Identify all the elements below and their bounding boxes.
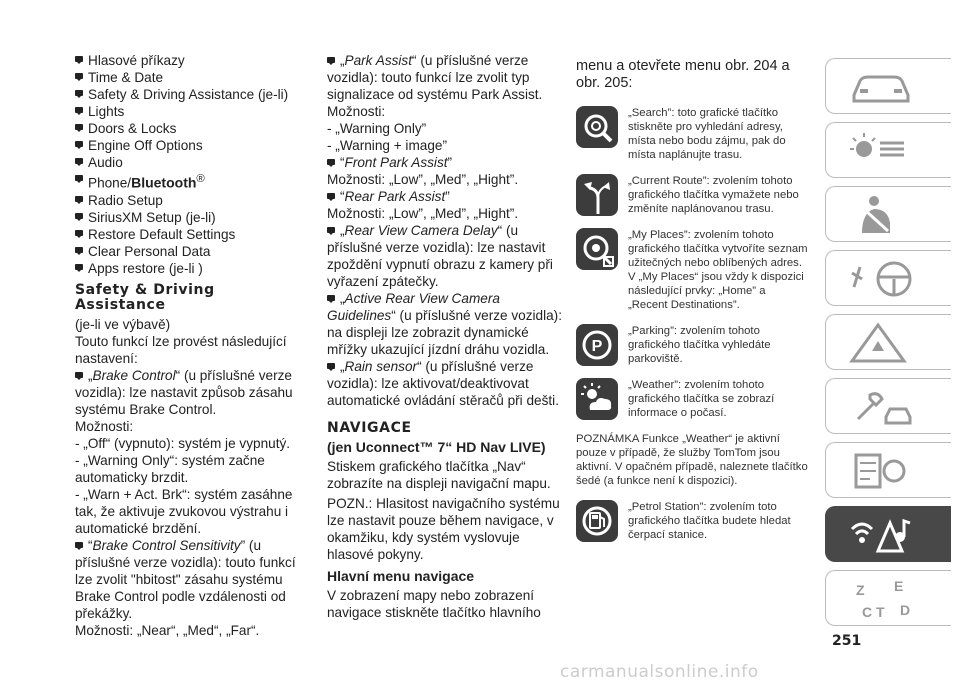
bullet-icon (75, 124, 84, 132)
chapter-tab-index[interactable] (825, 570, 951, 626)
paragraph: Touto funkcí lze provést následující nastavení: (75, 333, 287, 366)
steering-wheel-icon (848, 257, 928, 301)
chapter-tabs (825, 58, 951, 632)
list-item: Apps restore (je-li ) (75, 260, 300, 277)
option-line: - „Warning + image” (327, 138, 447, 153)
bullet-icon (75, 230, 84, 238)
bullet-icon (327, 363, 336, 371)
route-icon (576, 174, 618, 216)
car-dashboard-icon (848, 65, 928, 109)
wrench-car-icon (848, 385, 928, 429)
fuel-icon (576, 500, 618, 542)
paragraph: “Front Park Assist” (327, 154, 563, 171)
section-heading: Safety & Driving Assistance (75, 281, 215, 313)
index-letter-e: E (894, 578, 904, 594)
watermark: carmanualsonline.info (560, 662, 759, 682)
list-item: Lights (75, 103, 300, 120)
chapter-tab-steering[interactable] (825, 250, 951, 306)
search-icon (576, 106, 618, 148)
list-item: SiriusXM Setup (je-li) (75, 209, 300, 226)
paragraph: „Rear View Camera Delay“ (u příslušné verze vozidla): lze nastavit zpoždění vypnutí obrazu z kamery při vyřazení zpátečky. (327, 223, 553, 289)
bullet-icon (75, 247, 84, 255)
section-subheading: (jen Uconnect™ 7“ HD Nav LIVE) (327, 439, 546, 455)
nav-entry-petrol: „Petrol Station”: zvolením toto grafického tlačítka budete hledat čerpací stanice. (576, 500, 808, 542)
paragraph: „Park Assist“ (u příslušné verze vozidla): touto funkcí lze zvolit typ signalizace od systému Park Assist. (327, 53, 543, 102)
list-item: Doors & Locks (75, 120, 300, 137)
section-subheading: (je-li ve výbavě) (75, 316, 171, 332)
svg-text:P: P (591, 338, 603, 355)
index-letter-d: D (900, 602, 911, 618)
paragraph: “Rear Park Assist” (327, 188, 563, 205)
specifications-icon (848, 449, 928, 493)
column-1 (75, 52, 300, 639)
index-letter-z: Z (856, 582, 865, 598)
settings-menu-list-2 (75, 192, 300, 277)
chapter-tab-lights[interactable] (825, 122, 951, 178)
nav-entry-my-places: „My Places”: zvolením tohoto grafického tlačítka vytvoříte seznam užitečných nebo oblíbených adres. V „My Places“ jsou vždy k dispozici následující prvky: „Home” a „Recent Destinations”. (576, 228, 808, 312)
option-line: - „Warn + Act. Brk“: systém zasáhne tak, že aktivuje zvukovou výstrahu i automatické brzdění. (75, 486, 293, 536)
chapter-tab-maintenance[interactable] (825, 378, 951, 434)
index-letter-c: C (862, 604, 873, 620)
paragraph: Možnosti: „Low”, „Med”, „Hight”. (327, 172, 519, 187)
chapter-tab-multimedia[interactable] (825, 506, 951, 562)
nav-entry-weather: „Weather”: zvolením tohoto grafického tlačítka se zobrazí informace o počasí. (576, 378, 808, 420)
paragraph: Možnosti: (327, 104, 386, 119)
nav-entry-current-route: „Current Route”: zvolením tohoto grafického tlačítka vymažete nebo změníte naplánovanou trasu. (576, 174, 808, 216)
bullet-icon (327, 57, 336, 65)
bullet-icon (75, 542, 84, 550)
weather-note: POZNÁMKA Funkce „Weather“ je aktivní pouze v případě, že služby TomTom jsou aktivní. V opačném případě, naleznete tlačítko šedé (a funkce není k dispozici). (576, 433, 808, 487)
settings-menu-list (75, 52, 300, 171)
multimedia-icon (848, 513, 928, 557)
paragraph: Možnosti: „Low”, „Med”, „Hight”. (327, 206, 519, 221)
bullet-icon (75, 213, 84, 221)
bullet-icon (327, 227, 336, 235)
paragraph: Možnosti: „Near“, „Med“, „Far“. (75, 622, 260, 638)
list-item: Restore Default Settings (75, 226, 300, 243)
option-line: - „Warning Only“: systém začne automaticky brzdit. (75, 452, 265, 485)
paragraph: V zobrazení mapy nebo zobrazení navigace stiskněte tlačítko hlavního (327, 588, 541, 620)
paragraph: „Rain sensor“ (u příslušné verze vozidla): lze aktivovat/deaktivovat automatické ovládání stěračů při dešti. (327, 359, 559, 408)
paragraph: „Active Rear View Camera Guidelines“ (u příslušné verze vozidla): na displeji lze zobrazit dynamické mřížky ukazující jízdní dráhu vozidla. (327, 291, 562, 357)
bullet-icon (75, 372, 84, 380)
index-letter-t: T (876, 604, 885, 620)
list-item: Phone/Bluetooth® (75, 171, 300, 192)
paragraph: menu a otevřete menu obr. 204 a obr. 205: (576, 58, 790, 91)
seatbelt-icon (848, 193, 928, 237)
paragraph: “Brake Control Sensitivity” (u příslušné verze vozidla): touto funkcí lze zvolit "hbitost" zásahu systému Brake Control podle vzdálenosti od překážky. (75, 537, 296, 621)
page-number: 251 (832, 633, 862, 649)
warning-triangle-icon (848, 321, 928, 365)
nav-entry-search: „Search”: toto grafické tlačítko stiskněte pro vyhledání adresy, místa nebo bodu zájmu, pak do místa naplánujte trasu. (576, 106, 808, 162)
bullet-icon (75, 90, 84, 98)
chapter-tab-car[interactable] (825, 58, 951, 114)
paragraph: Možnosti: (75, 418, 134, 434)
list-item: Radio Setup (75, 192, 300, 209)
light-bulb-icon (848, 129, 928, 173)
list-item: Time & Date (75, 69, 300, 86)
list-item: Clear Personal Data (75, 243, 300, 260)
nav-entry-parking: P „Parking”: zvolením tohoto grafického tlačítka vyhledáte parkoviště. (576, 324, 808, 366)
bullet-icon (75, 107, 84, 115)
bullet-icon (327, 159, 336, 167)
section-heading: NAVIGACE (327, 420, 412, 436)
my-places-icon (576, 228, 618, 270)
chapter-tab-emergency[interactable] (825, 314, 951, 370)
paragraph: „Brake Control“ (u příslušné verze vozidla): lze nastavit způsob zásahu systému Brake Control. (75, 367, 293, 417)
option-line: - „Warning Only” (327, 121, 427, 136)
parking-icon (576, 324, 618, 366)
bluetooth-brand: Bluetooth (131, 174, 197, 191)
chapter-tab-safety[interactable] (825, 186, 951, 242)
bullet-icon (75, 141, 84, 149)
subsection-heading: Hlavní menu navigace (327, 568, 475, 584)
list-item: Audio (75, 154, 300, 171)
paragraph: POZN.: Hlasitost navigačního systému lze nastavit pouze během navigace, v okamžiku, kdy systém vyslovuje hlasové pokyny. (327, 496, 560, 562)
option-line: - „Off“ (vypnuto): systém je vypnutý. (75, 435, 291, 451)
list-item: Safety & Driving Assistance (je-li) (75, 86, 300, 103)
chapter-tab-specs[interactable] (825, 442, 951, 498)
bullet-icon (75, 175, 84, 183)
list-item: Engine Off Options (75, 137, 300, 154)
column-3 (576, 58, 808, 554)
bullet-icon (75, 73, 84, 81)
bullet-icon (75, 196, 84, 204)
column-2 (327, 52, 563, 621)
bullet-icon (327, 295, 336, 303)
weather-icon (576, 378, 618, 420)
bullet-icon (327, 193, 336, 201)
list-item: Hlasové příkazy (75, 52, 300, 69)
bullet-icon (75, 264, 84, 272)
index-letters-icon (848, 577, 928, 621)
bullet-icon (75, 158, 84, 166)
paragraph: Stiskem grafického tlačítka „Nav“ zobrazíte na displeji navigační mapu. (327, 459, 551, 491)
bullet-icon (75, 56, 84, 64)
